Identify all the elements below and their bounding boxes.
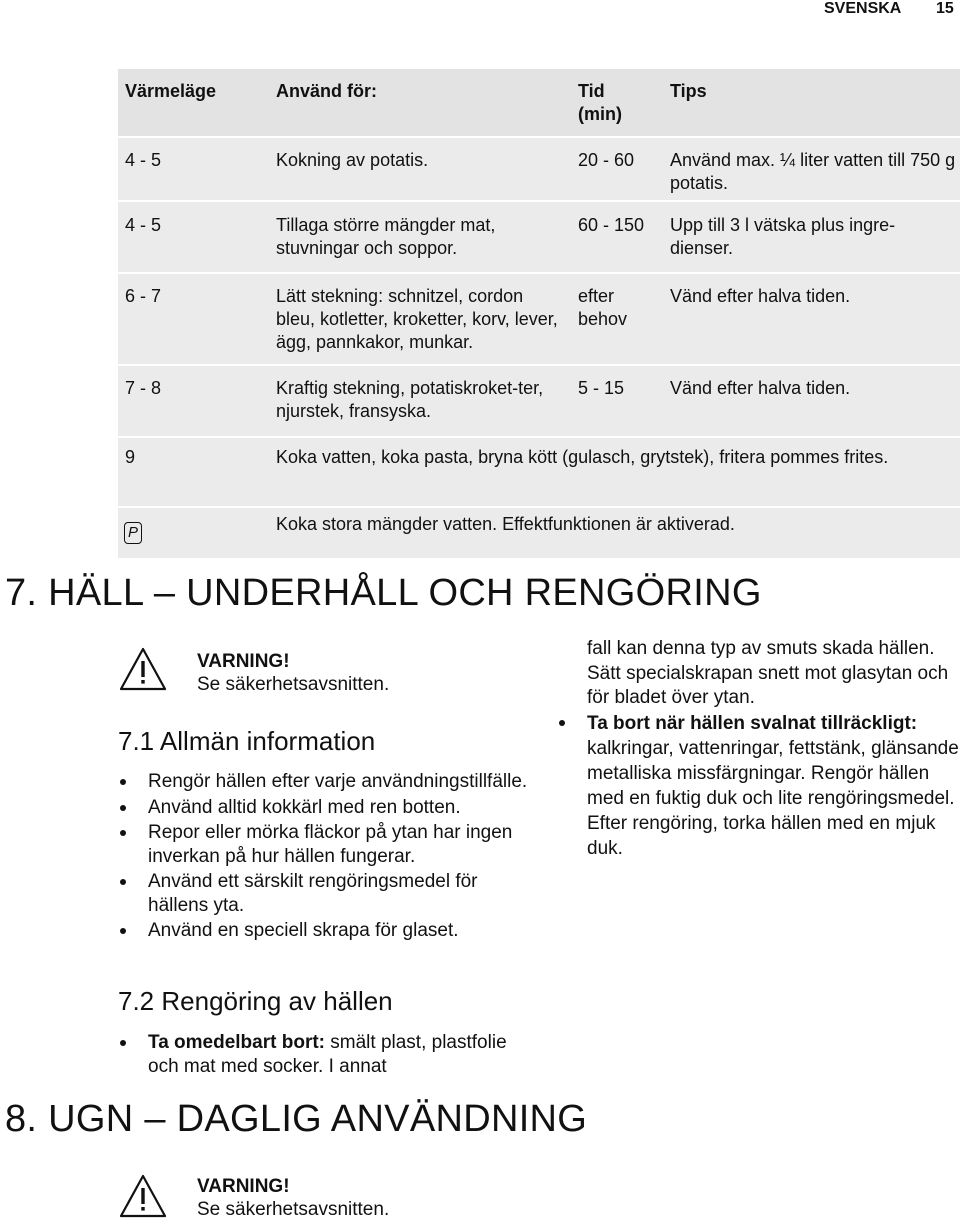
cell-level: 9 [125,447,136,467]
list-item: Repor eller mörka fläckor på ytan har ingen inverkan på hur hällen fungerar. [118,821,528,868]
list-item-text: kalkringar, vattenringar, fettstänk, glänsande metalliska missfärgningar. Rengör hällen med en fuktig duk och lite rengöringsmedel. Efter rengöring, torka hällen med en mjuk duk. [587,738,959,859]
cell-use: Kokning av potatis. [276,150,429,170]
language-label: SVENSKA [824,0,902,17]
power-boost-icon: P [124,522,142,544]
cell-tips: Använd max. ¼ liter vatten till 750 g potatis. [670,150,956,193]
table-row [118,202,960,272]
column-header-level: Värmeläge [125,81,217,101]
list-item-bold: Ta bort när hällen svalnat tillräckligt: [587,713,918,734]
cell-tips: Upp till 3 l vätska plus ingre-dienser. [670,215,896,258]
cell-use: Kraftig stekning, potatiskroket-ter, njurstek, fransyska. [276,378,544,421]
cell-use: Lätt stekning: schnitzel, cordon bleu, kotletter, kroketter, korv, lever, ägg, pannkakor, munkar. [276,286,558,352]
table-header-row [118,69,960,136]
cell-use: Koka vatten, koka pasta, bryna kött (gulasch, grytstek), fritera pommes frites. [276,447,889,467]
general-info-list [118,770,528,945]
list-item: Använd ett särskilt rengöringsmedel för hällens yta. [118,870,528,917]
table-row [118,438,960,506]
column-header-time: Tid (min) [578,81,622,124]
warning-box [118,1173,478,1221]
cell-level: 4 - 5 [125,150,162,170]
list-item: Använd en speciell skrapa för glaset. [118,919,528,943]
cell-use: Tillaga större mängder mat, stuvningar och soppor. [276,215,496,258]
warning-icon [118,646,168,692]
section-title-7: 7. HÄLL – UNDERHÅLL OCH RENGÖRING [5,572,762,614]
warning-title: VARNING! [197,651,290,672]
page-header [0,0,960,22]
page-number: 15 [936,0,954,17]
list-item-text: smält plast, plastfolie och mat med socker. I annat [148,1032,507,1077]
warning-title: VARNING! [197,1176,290,1197]
list-item-bold: Ta omedelbart bort: [148,1032,325,1053]
subsection-title-7-1: 7.1 Allmän information [118,726,376,756]
cleaning-list [118,1031,528,1080]
section-title-8: 8. UGN – DAGLIG ANVÄNDNING [5,1098,588,1140]
cleaning-list-continued [557,711,959,863]
table-row [118,508,960,558]
table-row [118,366,960,436]
cell-level: 6 - 7 [125,286,162,306]
list-item [557,711,959,861]
table-row [118,138,960,200]
warning-text: Se säkerhetsavsnitten. [197,674,390,695]
cell-use: Koka stora mängder vatten. Effektfunktionen är aktiverad. [276,514,735,534]
warning-box [118,646,478,702]
cell-tips: Vänd efter halva tiden. [670,286,851,306]
column-header-use: Använd för: [276,81,377,101]
cell-level: 4 - 5 [125,215,162,235]
cell-time: 60 - 150 [578,215,645,235]
warning-icon [118,1173,168,1219]
subsection-title-7-2: 7.2 Rengöring av hällen [118,986,393,1016]
cell-level: 7 - 8 [125,378,162,398]
column-header-tips: Tips [670,81,707,101]
warning-text: Se säkerhetsavsnitten. [197,1199,390,1220]
cell-tips: Vänd efter halva tiden. [670,378,851,398]
list-item: Rengör hällen efter varje användningstillfälle. [118,770,528,794]
list-item [118,1031,528,1078]
cleaning-continuation: fall kan denna typ av smuts skada hällen. Sätt specialskrapan snett mot glasytan och för bladet över ytan. [587,638,949,708]
cell-time: 20 - 60 [578,150,635,170]
cell-time: 5 - 15 [578,378,625,398]
list-item: Använd alltid kokkärl med ren botten. [118,796,528,820]
cell-time: efter behov [578,286,628,329]
table-row [118,274,960,364]
